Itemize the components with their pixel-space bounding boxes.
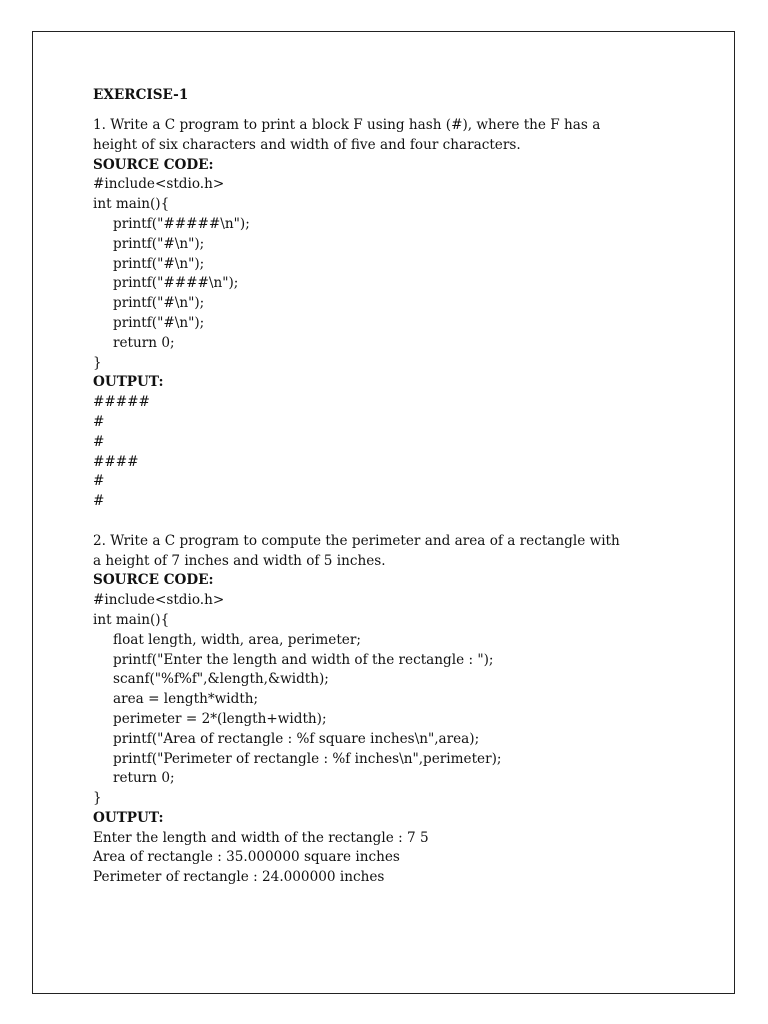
code-1-line: printf("#\n"); (113, 295, 205, 312)
code-2-include: #include<stdio.h> (93, 592, 225, 609)
code-2-line: perimeter = 2*(length+width); (113, 710, 327, 727)
code-2-main: int main(){ (93, 611, 170, 628)
code-1-close-brace: } (93, 354, 102, 371)
output-1-line: #### (93, 453, 139, 470)
output-2-line: Enter the length and width of the rectangle : 7 5 (93, 829, 429, 846)
document-content (93, 86, 713, 888)
output-1-line: # (93, 473, 105, 490)
question-1-line-2: height of six characters and width of five and four characters. (93, 136, 521, 153)
output-1-line: # (93, 493, 105, 510)
code-2-line: printf("Enter the length and width of the rectangle : "); (113, 651, 494, 668)
code-1-line: printf("####\n"); (113, 275, 239, 292)
output-2-line: Perimeter of rectangle : 24.000000 inches (93, 869, 385, 886)
source-code-label-2: SOURCE CODE: (93, 572, 214, 589)
code-1-line: printf("#\n"); (113, 255, 205, 272)
output-1-line: # (93, 433, 105, 450)
code-1-main: int main(){ (93, 196, 170, 213)
code-2-line: area = length*width; (113, 691, 259, 708)
code-2-line: scanf("%f%f",&length,&width); (113, 671, 329, 688)
output-1-line: # (93, 413, 105, 430)
code-1-include: #include<stdio.h> (93, 176, 225, 193)
code-2-line: float length, width, area, perimeter; (113, 631, 361, 648)
question-2-line-1: 2. Write a C program to compute the perimeter and area of a rectangle with (93, 532, 620, 549)
output-1-line: ##### (93, 394, 150, 411)
source-code-label-1: SOURCE CODE: (93, 156, 214, 173)
code-2-line: return 0; (113, 770, 175, 787)
question-2-line-2: a height of 7 inches and width of 5 inches. (93, 552, 386, 569)
exercise-title: EXERCISE-1 (93, 87, 189, 103)
exercise-1 (93, 116, 713, 512)
code-2-close-brace: } (93, 790, 102, 807)
code-1-line: printf("#####\n"); (113, 215, 250, 232)
code-1-line: return 0; (113, 334, 175, 351)
section-spacer (93, 512, 713, 532)
exercise-2 (93, 532, 713, 888)
code-1-line: printf("#\n"); (113, 314, 205, 331)
output-2-line: Area of rectangle : 35.000000 square inches (93, 849, 400, 866)
code-2-line: printf("Area of rectangle : %f square inches\n",area); (113, 730, 480, 747)
code-2-line: printf("Perimeter of rectangle : %f inches\n",perimeter); (113, 750, 502, 767)
output-label-2: OUTPUT: (93, 809, 164, 826)
question-1-line-1: 1. Write a C program to print a block F using hash (#), where the F has a (93, 117, 601, 133)
output-label-1: OUTPUT: (93, 374, 164, 391)
code-1-line: printf("#\n"); (113, 235, 205, 252)
